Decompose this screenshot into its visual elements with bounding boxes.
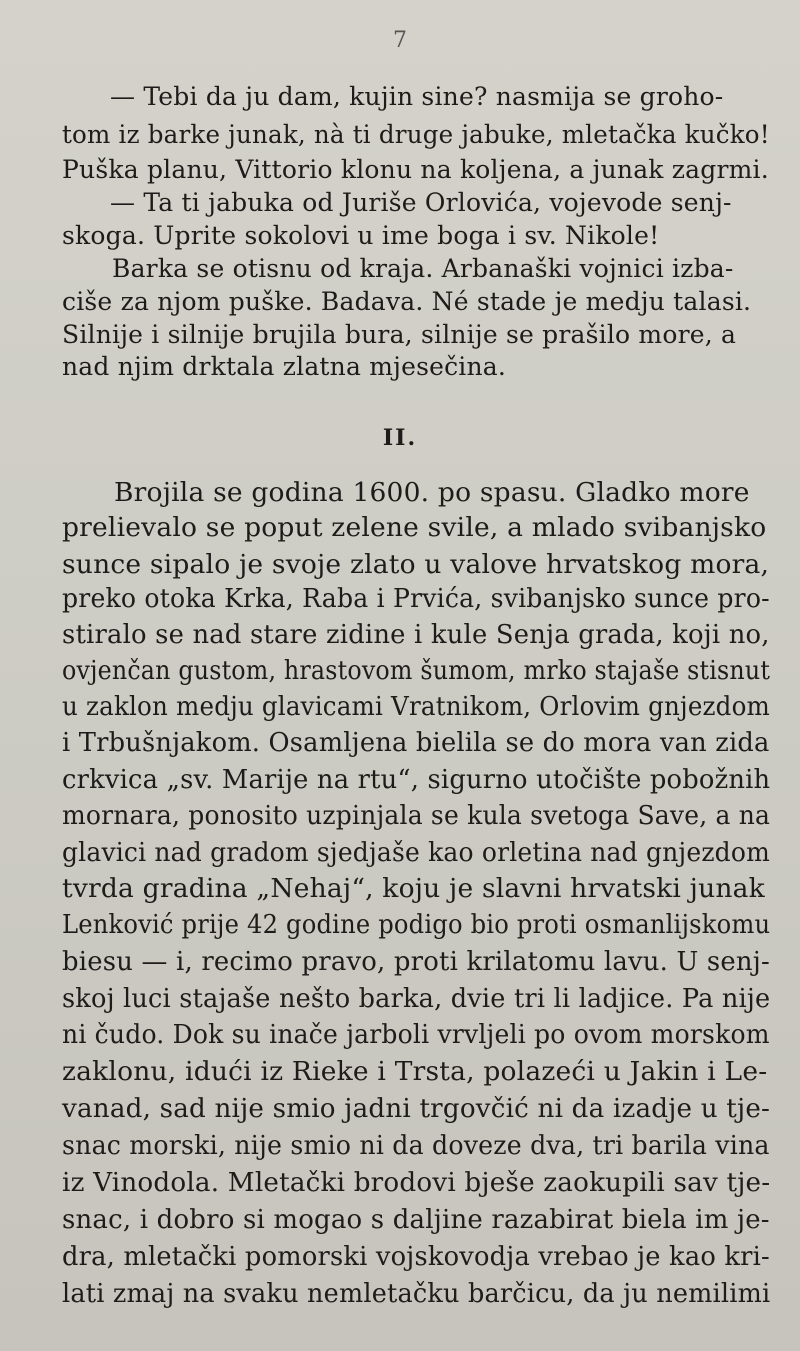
text-line: dra, mletački pomorski vojskovodja vrebao je kao kri- — [62, 1241, 770, 1272]
text-line: glavici nad gradom sjedjaše kao orletina nad gnjezdom — [62, 837, 770, 868]
text-line: — Ta ti jabuka od Juriše Orlovića, vojevode senj- — [110, 188, 732, 217]
text-line: i Trbušnjakom. Osamljena bielila se do mora van zida — [62, 727, 770, 758]
text-line: ni čudo. Dok su inače jarboli vrvljeli po ovom morskom — [62, 1019, 770, 1050]
text-line: Brojila se godina 1600. po spasu. Gladko more — [114, 477, 750, 508]
text-line: lati zmaj na svaku nemletačku barčicu, da ju nemilimi — [62, 1278, 771, 1309]
text-line: mornara, ponosito uzpinjala se kula svetoga Save, a na — [62, 800, 771, 831]
text-line: prelievalo se poput zelene svile, a mlado svibanjsko — [62, 512, 767, 543]
text-line: snac morski, nije smio ni da doveze dva, tri barila vina — [62, 1130, 770, 1161]
text-line: skoga. Uprite sokolovi u ime boga i sv. Nikole! — [62, 221, 660, 250]
text-line: zaklonu, idući iz Rieke i Trsta, polazeći u Jakin i Le- — [62, 1056, 768, 1087]
text-line: — Tebi da ju dam, kujin sine? nasmija se groho- — [110, 82, 724, 111]
text-line: Barka se otisnu od kraja. Arbanaški vojnici izba- — [112, 254, 734, 283]
page-number: 7 — [393, 28, 407, 53]
text-line: biesu — i, recimo pravo, proti krilatomu lavu. U senj- — [62, 946, 770, 977]
text-line: nad njim drktala zlatna mjesečina. — [62, 352, 507, 381]
section-heading: II. — [382, 425, 418, 451]
text-line: Puška planu, Vittorio klonu na koljena, a junak zagrmi. — [62, 155, 769, 184]
text-line: sunce sipalo je svoje zlato u valove hrvatskog mora, — [62, 549, 770, 580]
text-line: preko otoka Krka, Raba i Prvića, svibanjsko sunce pro- — [62, 583, 770, 614]
text-line: tom iz barke junak, nà ti druge jabuke, mletačka kučko! — [62, 120, 770, 149]
text-line: crkvica „sv. Marije na rtu“, sigurno utočište pobožnih — [62, 764, 771, 795]
text-line: iz Vinodola. Mletački brodovi bješe zaokupili sav tje- — [62, 1167, 771, 1198]
text-line: snac, i dobro si mogao s daljine razabirat biela im je- — [62, 1204, 770, 1235]
text-line: stiralo se nad stare zidine i kule Senja grada, koji no, — [62, 619, 770, 650]
text-line: ciše za njom puške. Badava. Né stade je medju talasi. — [62, 287, 752, 316]
text-line: tvrda gradina „Nehaj“, koju je slavni hrvatski junak — [62, 873, 765, 904]
text-line: Lenković prije 42 godine podigo bio proti osmanlijskomu — [62, 909, 771, 940]
text-line: ovjenčan gustom, hrastovom šumom, mrko stajaše stisnut — [62, 655, 771, 686]
text-line: skoj luci stajaše nešto barka, dvie tri li ladjice. Pa nije — [62, 983, 771, 1014]
text-line: Silnije i silnije brujila bura, silnije se prašilo more, a — [62, 320, 737, 349]
text-line: vanad, sad nije smio jadni trgovčić ni da izadje u tje- — [62, 1093, 771, 1124]
text-line: u zaklon medju glavicami Vratnikom, Orlovim gnjezdom — [62, 691, 771, 722]
